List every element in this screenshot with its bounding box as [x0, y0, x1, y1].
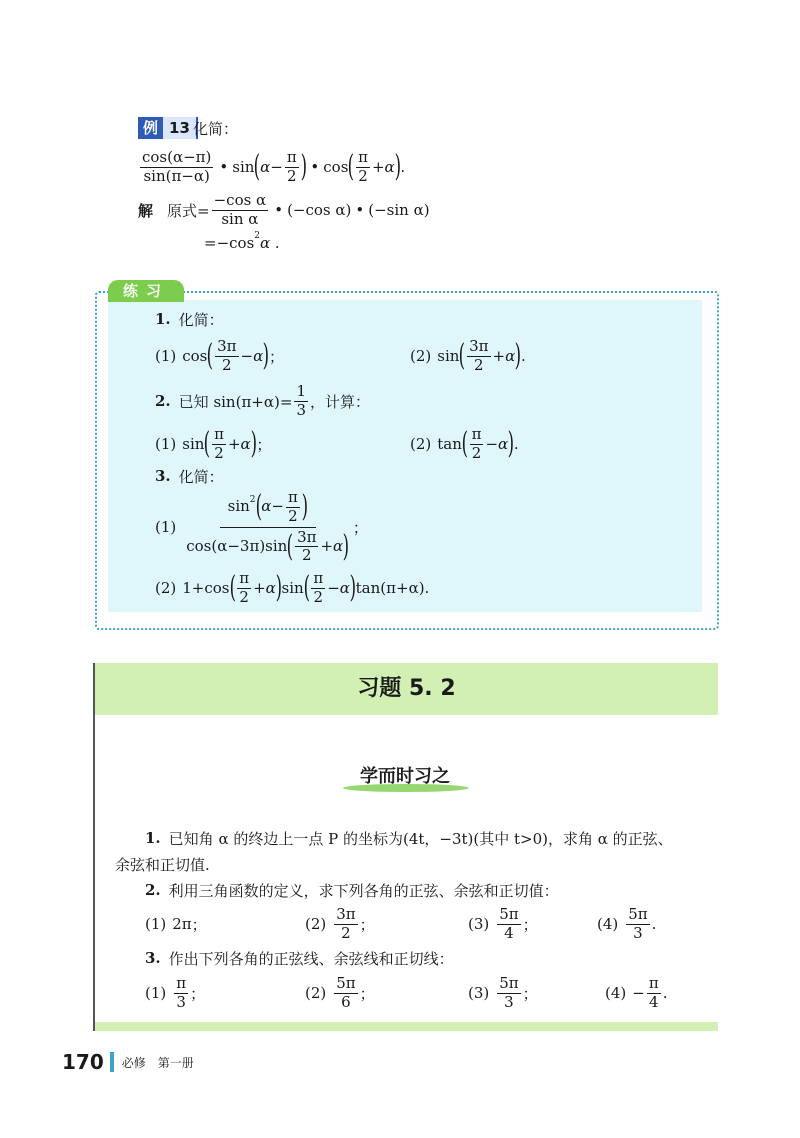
fraction: sin 2 ( α− $\frac{\pi}{2}$ ) cos(α−3π)sin ( $\frac{3\pi}{2}$ +α ): [186, 488, 350, 565]
fraction: $\frac{\pi}{4}$: [648, 973, 659, 1011]
section-title: 学而时习之: [360, 766, 450, 787]
practice-q1-b: (2) sin ( $\frac{3\pi}{2}$ +α ) .: [410, 336, 526, 374]
fraction: $\frac{5\pi}{3}$: [628, 904, 648, 942]
fraction: $\frac{\pi}{2}$: [358, 147, 368, 185]
fraction: $\frac{\pi}{2}$: [239, 568, 250, 606]
homework-q2: 2. 利用三角函数的定义，求下列各角的正弦、余弦和正切值：: [145, 881, 559, 900]
fraction: $\frac{5\pi}{6}$: [336, 973, 356, 1011]
homework-q2-item-3: (3) $\frac{5\pi}{4}$ ；: [468, 904, 538, 942]
homework-q3-item-2: (2) $\frac{5\pi}{6}$ ；: [305, 973, 375, 1011]
homework-q3-item-3: (3) $\frac{5\pi}{3}$ ；: [468, 973, 538, 1011]
fraction: $\frac{1}{3}$: [296, 381, 306, 419]
homework-q1-line2: 余弦和正切值.: [115, 855, 210, 874]
homework-q3: 3. 作出下列各角的正弦线、余弦线和正切线：: [145, 949, 454, 968]
page-footer: [62, 1050, 194, 1074]
fraction: $\frac{3\pi}{2}$: [217, 336, 237, 374]
homework-q1: 1. 已知角 α 的终边上一点 P 的坐标为(4t，−3t)(其中 t>0)，求角 α 的正弦、: [145, 829, 673, 848]
homework-q3-item-1: (1) $\frac{\pi}{3}$ ；: [145, 973, 206, 1011]
practice-q1-a: (1) cos ( $\frac{3\pi}{2}$ −α ) ；: [155, 336, 284, 374]
practice-q3-a: (1) sin 2 ( α− $\frac{\pi}{2}$ ) cos(α−3π)sin ( $\frac{3\pi}{2}$ +α ) ；: [155, 488, 368, 565]
example-badge: [138, 117, 198, 139]
fraction: $\frac{\pi}{2}$: [313, 568, 324, 606]
homework-q3-item-4: (4) − $\frac{\pi}{4}$ .: [605, 973, 668, 1011]
fraction: $\frac{\pi}{2}$: [471, 424, 482, 462]
footer-divider: [110, 1052, 114, 1072]
fraction: $\frac{\pi}{3}$: [176, 973, 187, 1011]
practice-q2-a: (1) sin ( $\frac{\pi}{2}$ +α ) ；: [155, 424, 272, 462]
practice-q3-b: (2) 1+cos ( $\frac{\pi}{2}$ +α ) sin ( $\frac{\pi}{2}$ −α ) tan(π+α).: [155, 568, 430, 606]
homework-q2-item-2: (2) $\frac{3\pi}{2}$ ；: [305, 904, 375, 942]
instruction-text: 化简：: [193, 119, 239, 138]
practice-tab: 练习: [108, 280, 184, 302]
book-title: 必修 第一册: [121, 1055, 194, 1070]
page-number: 170: [62, 1050, 104, 1074]
practice-q2-b: (2) tan ( $\frac{\pi}{2}$ −α ) .: [410, 424, 519, 462]
practice-q3: 3. 化简：: [155, 467, 224, 486]
fraction: $\frac{\cos(\alpha-\pi)}{\sin(\pi-\alpha)}$: [142, 147, 212, 185]
homework-bottom-strip: [95, 1022, 718, 1031]
example-expression: $\frac{\cos(\alpha-\pi)}{\sin(\pi-\alpha)}$ • sin ( α− $\frac{\pi}{2}$ ) • cos ( $\frac{\pi}{2}$ +α ) .: [142, 147, 406, 185]
fraction: $\frac{3\pi}{2}$: [469, 336, 489, 374]
fraction: $\frac{5\pi}{3}$: [499, 973, 519, 1011]
practice-q1: 1. 化简：: [155, 310, 224, 329]
fraction: $\frac{5\pi}{4}$: [499, 904, 519, 942]
solution-line: 解 原式= $\frac{\text{−cos α}}{\text{sin α}}$ • (−cos α) • (−sin α): [138, 190, 430, 228]
practice-q2: 2. 已知 sin(π+α)= $\frac{1}{3}$ ，计算：: [155, 381, 370, 419]
fraction: $\frac{\pi}{2}$: [214, 424, 224, 462]
homework-q2-item-1: (1) 2π ；: [145, 915, 207, 934]
solution-result: =−cos 2 α .: [204, 231, 280, 252]
example-instruction: [193, 117, 238, 139]
fraction: $\frac{\text{−cos α}}{\text{sin α}}$: [213, 190, 267, 228]
fraction: $\frac{3\pi}{2}$: [336, 904, 356, 942]
homework-q2-item-4: (4) $\frac{5\pi}{3}$ .: [597, 904, 657, 942]
solution-label: 解: [138, 201, 154, 220]
homework-title: 习题 5. 2: [357, 676, 456, 701]
fraction: $\frac{\pi}{2}$: [286, 147, 297, 185]
example-label: 例: [138, 117, 163, 139]
example-number: 13: [163, 117, 198, 139]
